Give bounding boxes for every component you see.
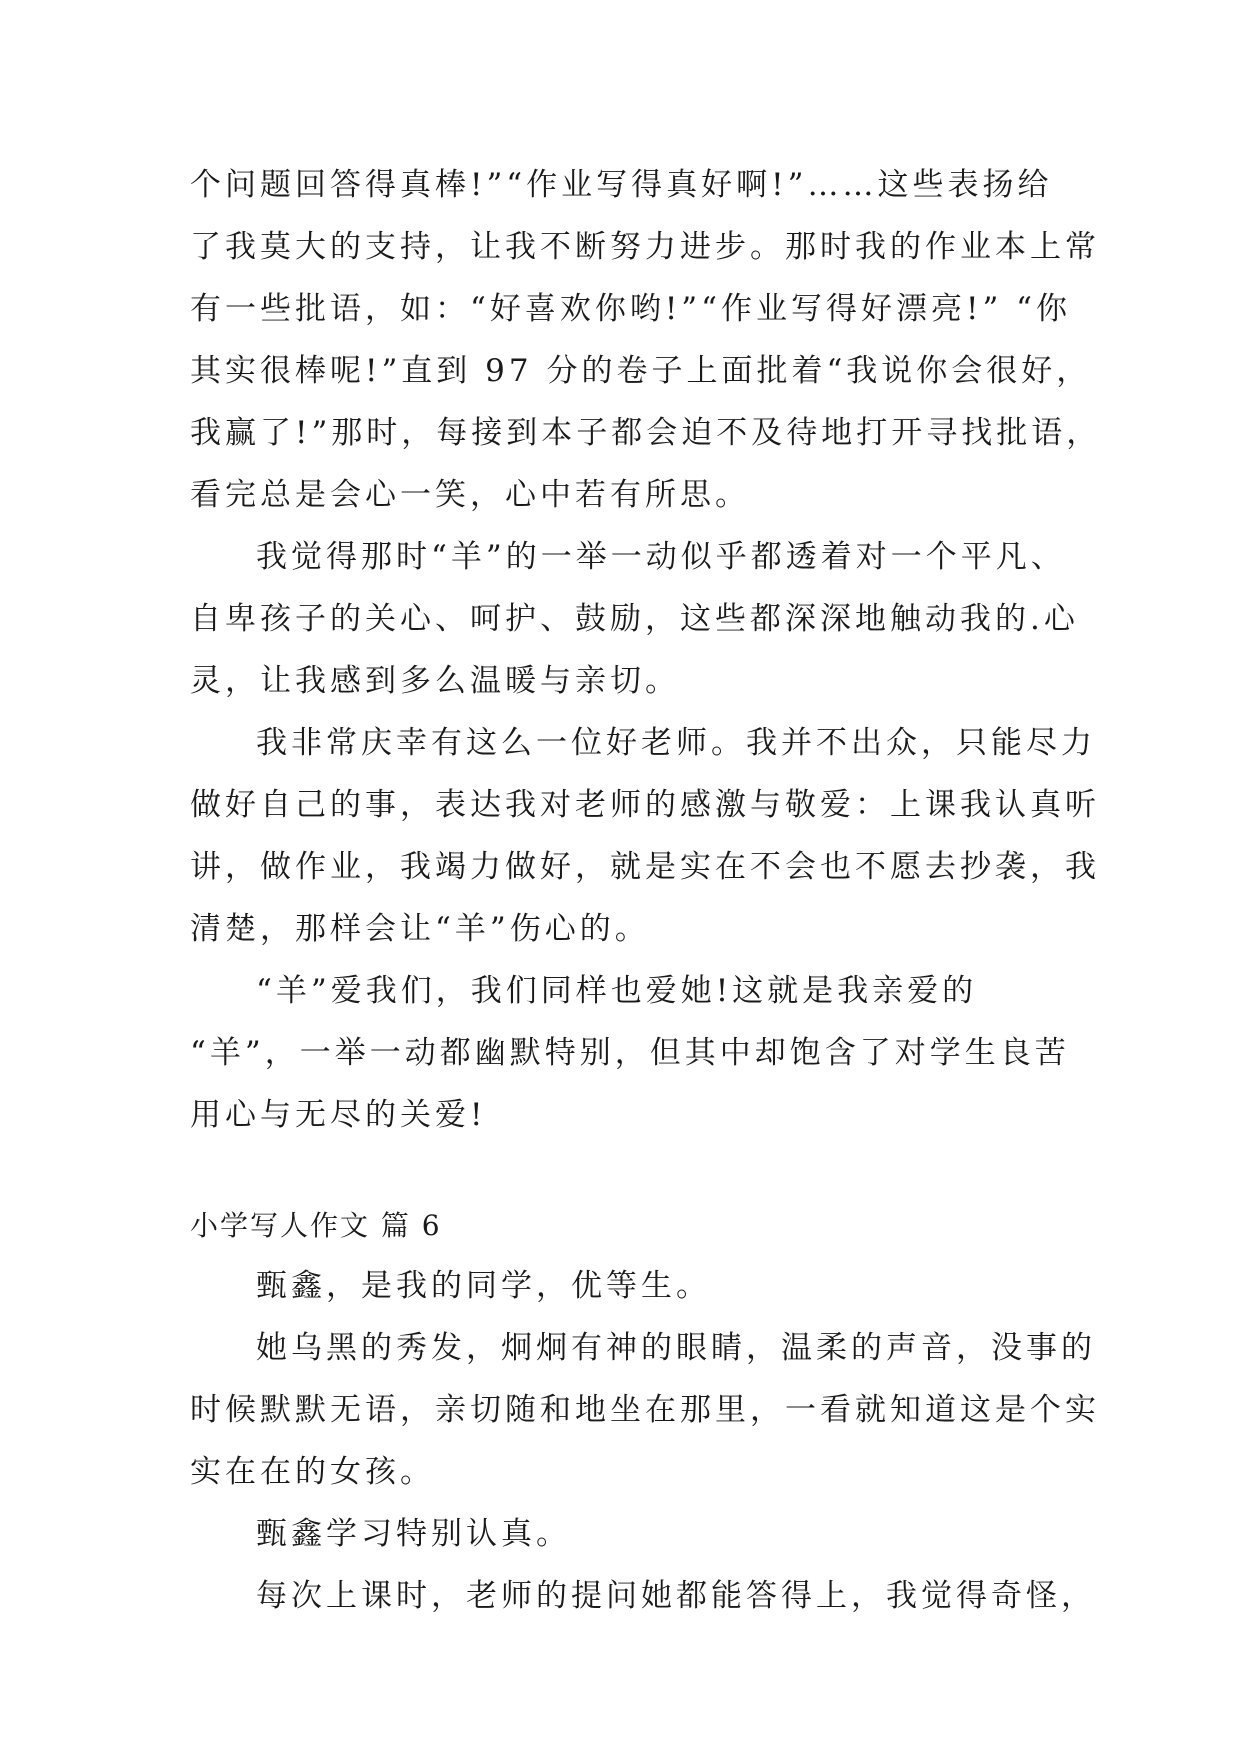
text-line: 讲，做作业，我竭力做好，就是实在不会也不愿去抄袭，我 xyxy=(190,849,1100,885)
paragraph-first-line: 她乌黑的秀发，炯炯有神的眼睛，温柔的声音，没事的 xyxy=(256,1330,1096,1366)
text-line: 有一些批语，如：“好喜欢你哟!”“作业写得好漂亮!” “你 xyxy=(190,291,1072,327)
text-line: 了我莫大的支持，让我不断努力进步。那时我的作业本上常 xyxy=(190,229,1100,265)
section-heading: 小学写人作文 篇 6 xyxy=(190,1209,442,1242)
text-line: 看完总是会心一笑，心中若有所思。 xyxy=(190,477,750,513)
text-line: 其实很棒呢!”直到 97 分的卷子上面批着“我说你会很好， xyxy=(190,353,1092,389)
text-line: 做好自己的事，表达我对老师的感激与敬爱：上课我认真听 xyxy=(190,787,1100,823)
text-line: “羊”，一举一动都幽默特别，但其中却饱含了对学生良苦 xyxy=(190,1035,1070,1071)
text-line: 灵，让我感到多么温暖与亲切。 xyxy=(190,663,680,699)
paragraph-first-line: 甄鑫学习特别认真。 xyxy=(256,1516,571,1552)
text-line: 个问题回答得真棒!”“作业写得真好啊!”……这些表扬给 xyxy=(190,167,1053,203)
text-line: 用心与无尽的关爱! xyxy=(190,1097,487,1133)
paragraph-first-line: 我非常庆幸有这么一位好老师。我并不出众，只能尽力 xyxy=(256,725,1096,761)
paragraph-first-line: “羊”爱我们，我们同样也爱她!这就是我亲爱的 xyxy=(256,973,978,1009)
text-line: 我赢了!”那时，每接到本子都会迫不及待地打开寻找批语， xyxy=(190,415,1102,451)
text-line: 时候默默无语，亲切随和地坐在那里，一看就知道这是个实 xyxy=(190,1392,1100,1428)
text-line: 实在在的女孩。 xyxy=(190,1454,435,1490)
paragraph-first-line: 甄鑫，是我的同学，优等生。 xyxy=(256,1268,711,1304)
text-line: 清楚，那样会让“羊”伤心的。 xyxy=(190,911,650,947)
paragraph-first-line: 每次上课时，老师的提问她都能答得上，我觉得奇怪， xyxy=(256,1578,1096,1614)
paragraph-first-line: 我觉得那时“羊”的一举一动似乎都透着对一个平凡、 xyxy=(256,539,1066,575)
text-line: 自卑孩子的关心、呵护、鼓励，这些都深深地触动我的.心 xyxy=(190,601,1079,637)
